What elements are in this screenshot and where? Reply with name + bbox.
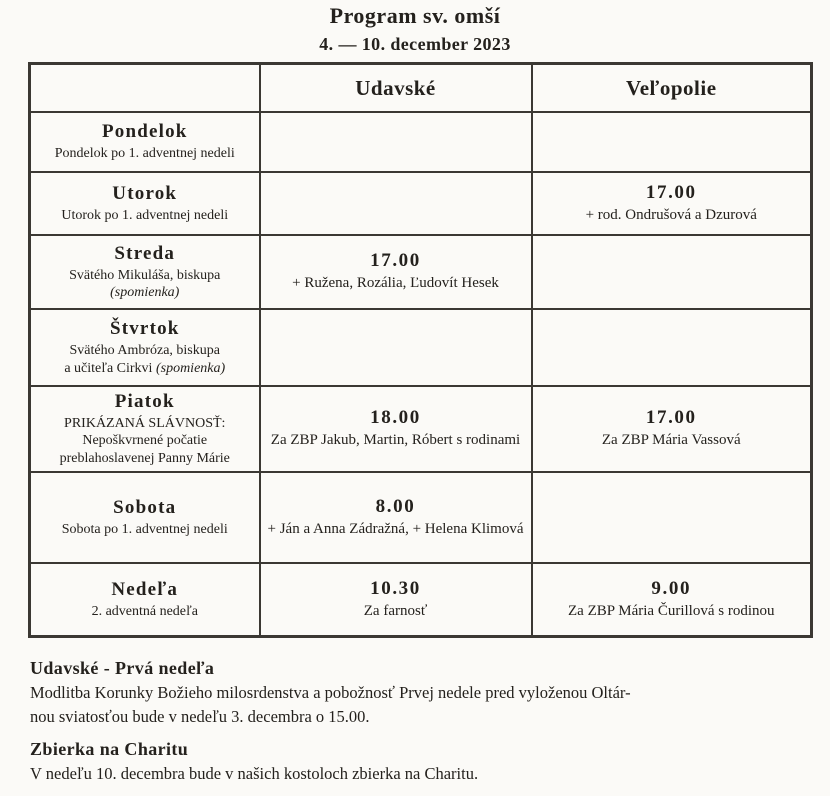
table-row xyxy=(30,172,812,235)
mass-intention: + Ružena, Rozália, Ľudovít Hesek xyxy=(292,275,499,292)
day-description-line: Svätého Mikuláša, biskupa xyxy=(69,267,221,283)
velopolie-cell xyxy=(532,386,812,472)
day-description-line: Nepoškvrnené počatie xyxy=(82,433,208,449)
velopolie-cell xyxy=(532,112,812,172)
day-description-line: PRIKÁZANÁ SLÁVNOSŤ: xyxy=(64,415,226,431)
column-header-velopolie: Veľopolie xyxy=(532,64,812,113)
udavske-cell xyxy=(260,235,532,309)
mass-intention: + Ján a Anna Zádražná, + Helena Klimová xyxy=(267,520,524,537)
day-name: Štvrtok xyxy=(109,318,180,339)
mass-time: 17.00 xyxy=(645,181,697,203)
mass-intention: + rod. Ondrušová a Dzurová xyxy=(585,206,757,223)
mass-intention: Za ZBP Mária Vassová xyxy=(601,432,741,449)
day-description-line: Utorok po 1. adventnej nedeli xyxy=(61,207,229,223)
announcement-body-line: Modlitba Korunky Božieho milosrdenstva a pobožnosť Prvej nedele pred vyloženou Oltár- xyxy=(30,682,631,702)
day-cell xyxy=(30,563,260,636)
day-description xyxy=(35,603,255,621)
mass-intention: Za farnosť xyxy=(363,602,428,619)
velopolie-cell xyxy=(532,309,812,386)
day-cell xyxy=(30,112,260,172)
day-cell xyxy=(30,386,260,472)
day-description-line: Sobota po 1. adventnej nedeli xyxy=(61,521,228,537)
udavske-cell xyxy=(260,563,532,636)
announcement-heading-udavske-prva-nedela: Udavské - Prvá nedeľa xyxy=(30,657,215,678)
udavske-cell xyxy=(260,172,532,235)
day-name: Nedeľa xyxy=(111,578,179,600)
table-row xyxy=(30,309,812,386)
day-description xyxy=(35,521,255,539)
table-row xyxy=(30,472,812,563)
day-description xyxy=(35,267,255,302)
announcement-body-zbierka: V nedeľu 10. decembra bude v našich kostoloch zbierka na Charitu. xyxy=(30,764,479,783)
day-description-line: Svätého Ambróza, biskupa xyxy=(69,343,220,358)
mass-time: 17.00 xyxy=(370,250,421,272)
day-description xyxy=(35,145,255,163)
day-cell xyxy=(30,235,260,309)
day-name: Sobota xyxy=(113,496,177,518)
announcement-body-line: nou sviatosťou bude v nedeľu 3. decembra o 15.00. xyxy=(30,707,370,727)
day-cell xyxy=(30,472,260,563)
announcement-body-prva-nedela xyxy=(30,681,822,731)
announcements-section xyxy=(30,658,822,787)
day-description-line: Pondelok po 1. adventnej nedeli xyxy=(54,146,235,162)
mass-time: 10.30 xyxy=(370,577,421,599)
udavske-cell xyxy=(260,112,532,172)
velopolie-cell xyxy=(532,172,812,235)
column-header-udavske: Udavské xyxy=(260,64,532,113)
day-description xyxy=(35,207,255,225)
mass-intention: Za ZBP Jakub, Martin, Róbert s rodinami xyxy=(270,432,521,449)
day-description-line: preblahoslavenej Panny Márie xyxy=(59,450,230,466)
announcement-heading-zbierka-na-charitu: Zbierka na Charitu xyxy=(30,739,189,759)
table-row xyxy=(30,235,812,309)
day-name: Pondelok xyxy=(101,121,188,143)
mass-time: 18.00 xyxy=(370,407,421,429)
day-column-header xyxy=(30,64,260,113)
day-name: Streda xyxy=(114,242,176,264)
day-description-line: (spomienka) xyxy=(155,360,226,376)
table-row xyxy=(30,563,812,636)
mass-time: 8.00 xyxy=(375,495,416,517)
udavske-cell xyxy=(260,386,532,472)
velopolie-cell xyxy=(532,235,812,309)
mass-schedule-table xyxy=(28,62,813,638)
day-description-line: a učiteľa Cirkvi xyxy=(64,360,156,376)
udavske-cell xyxy=(260,472,532,563)
mass-time: 9.00 xyxy=(651,577,692,599)
day-name: Utorok xyxy=(112,182,178,204)
day-description xyxy=(35,342,255,377)
velopolie-cell xyxy=(532,472,812,563)
mass-time: 17.00 xyxy=(645,407,697,429)
page-subtitle: 4. — 10. december 2023 xyxy=(319,34,511,54)
day-description-line: (spomienka) xyxy=(110,285,180,300)
day-description-line: 2. adventná nedeľa xyxy=(91,603,198,619)
mass-intention: Za ZBP Mária Čurillová s rodinou xyxy=(568,602,775,619)
velopolie-cell xyxy=(532,563,812,636)
day-name: Piatok xyxy=(114,390,175,412)
table-row xyxy=(30,112,812,172)
udavske-cell xyxy=(260,309,532,386)
day-cell xyxy=(30,309,260,386)
header-row xyxy=(30,64,812,113)
table-row xyxy=(30,386,812,472)
day-cell xyxy=(30,172,260,235)
page-title: Program sv. omší xyxy=(329,3,501,28)
day-description xyxy=(35,415,255,468)
